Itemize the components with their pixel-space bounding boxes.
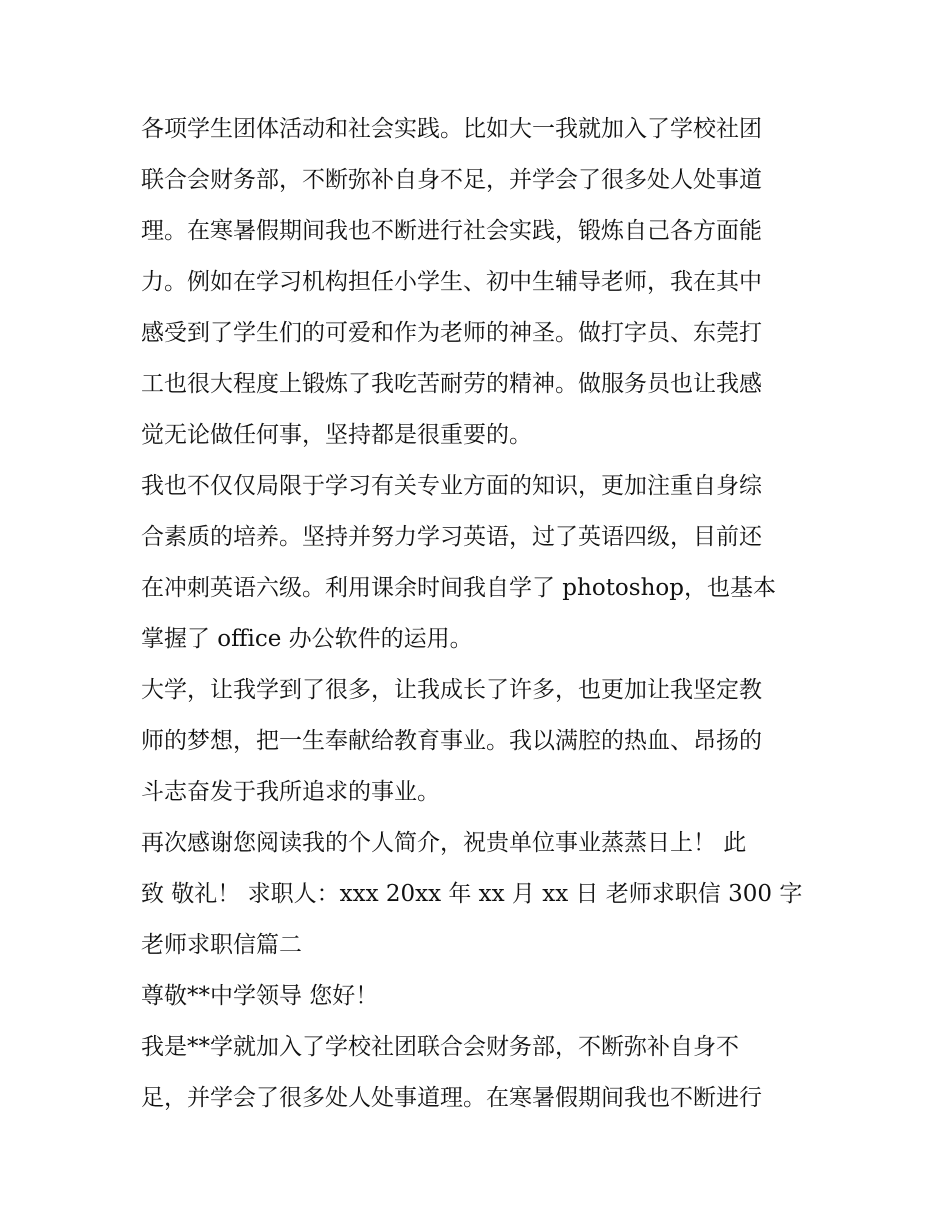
text-line: 掌握了 office 办公软件的运用。 <box>141 626 473 652</box>
text-line: 工也很大程度上锻炼了我吃苦耐劳的精神。做服务员也让我感 <box>141 371 762 397</box>
text-line: 力。例如在学习机构担任小学生、初中生辅导老师，我在其中 <box>141 269 762 295</box>
text-line: 大学，让我学到了很多，让我成长了许多，也更加让我坚定教 <box>141 677 762 703</box>
text-line: 我是**学就加入了学校社团联合会财务部，不断弥补自身不 <box>141 1034 739 1060</box>
text-line: 在冲刺英语六级。利用课余时间我自学了 photoshop，也基本 <box>141 575 776 601</box>
text-line: 合素质的培养。坚持并努力学习英语，过了英语四级，目前还 <box>141 524 762 550</box>
salutation: 尊敬**中学领导 您好！ <box>141 983 379 1009</box>
text-line: 觉无论做任何事，坚持都是很重要的。 <box>141 422 532 448</box>
text-line: 我也不仅仅局限于学习有关专业方面的知识，更加注重自身综 <box>141 473 762 499</box>
text-line: 再次感谢您阅读我的个人简介，祝贵单位事业蒸蒸日上！ 此 <box>141 830 747 856</box>
text-line: 各项学生团体活动和社会实践。比如大一我就加入了学校社团 <box>141 116 762 142</box>
document-body <box>141 104 821 1124</box>
section-heading: 老师求职信篇二 <box>141 932 302 958</box>
text-line: 联合会财务部，不断弥补自身不足，并学会了很多处人处事道 <box>141 167 762 193</box>
text-line: 足，并学会了很多处人处事道理。在寒暑假期间我也不断进行 <box>141 1085 762 1111</box>
text-line: 斗志奋发于我所追求的事业。 <box>141 779 440 805</box>
text-line: 感受到了学生们的可爱和作为老师的神圣。做打字员、东莞打 <box>141 320 762 346</box>
text-line: 理。在寒暑假期间我也不断进行社会实践，锻炼自己各方面能 <box>141 218 762 244</box>
text-line: 致 敬礼！ 求职人：xxx 20xx 年 xx 月 xx 日 老师求职信 300 字 <box>141 881 803 907</box>
text-line: 师的梦想，把一生奉献给教育事业。我以满腔的热血、昂扬的 <box>141 728 762 754</box>
